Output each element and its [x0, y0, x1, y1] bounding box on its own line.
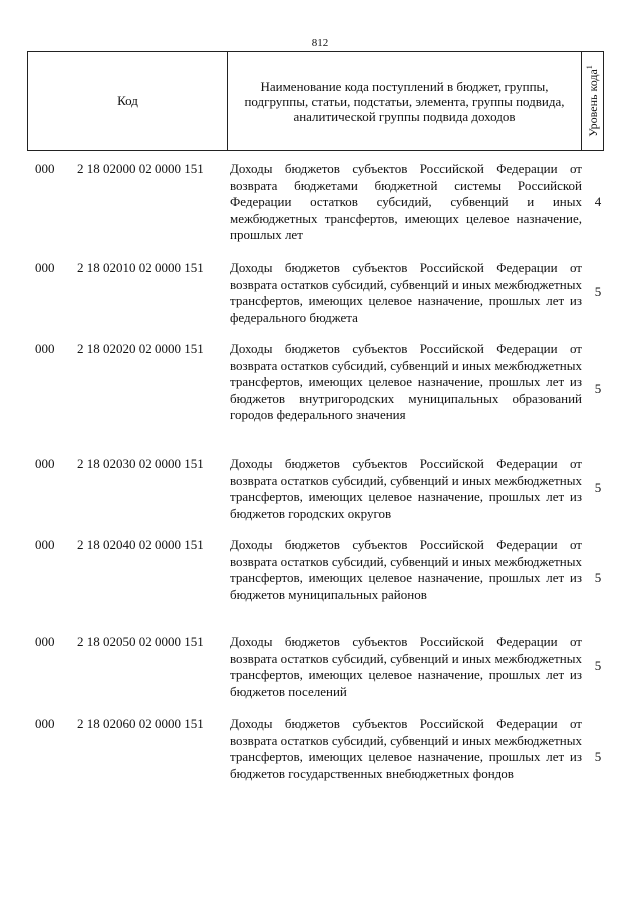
row-code: 2 18 02000 02 0000 151 — [77, 161, 204, 176]
row-code: 2 18 02030 02 0000 151 — [77, 456, 204, 471]
row-kbk: 000 — [35, 716, 55, 731]
row-level: 5 — [594, 570, 602, 585]
row-kbk: 000 — [35, 537, 55, 552]
row-code: 2 18 02010 02 0000 151 — [77, 260, 204, 275]
row-kbk: 000 — [35, 260, 55, 275]
header-name-label: Наименование кода поступлений в бюджет, группы, подгруппы, статьи, подстатьи, элемента, группы подвида, аналитической группы подвида доходов — [244, 78, 565, 124]
row-level: 5 — [594, 284, 602, 299]
header-level-footnote: 1 — [585, 65, 594, 70]
row-kbk: 000 — [35, 634, 55, 649]
header-level-label: Уровень кода — [586, 69, 600, 137]
row-level: 5 — [594, 749, 602, 764]
row-kbk: 000 — [35, 456, 55, 471]
page-number: 812 — [311, 37, 329, 49]
row-name: Доходы бюджетов субъектов Российской Федерации от возврата остатков субсидий, субвенций и иных межбюджетных трансфертов, имеющих целевое назначение, прошлых лет из бюджетов внутригородских муниципальных образований городов федерального значения — [230, 341, 582, 422]
header-code-cell — [28, 52, 228, 150]
row-level: 5 — [594, 480, 602, 495]
row-name: Доходы бюджетов субъектов Российской Федерации от возврата остатков субсидий, субвенций и иных межбюджетных трансфертов, имеющих целевое назначение, прошлых лет из бюджетов государственных внебюджетных фондов — [230, 716, 582, 781]
row-code: 2 18 02020 02 0000 151 — [77, 341, 204, 356]
header-level-rotated — [585, 65, 601, 137]
row-kbk: 000 — [35, 341, 55, 356]
row-level: 5 — [594, 381, 602, 396]
row-level: 4 — [594, 194, 602, 209]
row-kbk: 000 — [35, 161, 55, 176]
row-name: Доходы бюджетов субъектов Российской Федерации от возврата остатков субсидий, субвенций и иных межбюджетных трансфертов, имеющих целевое назначение, прошлых лет из бюджетов городских округов — [230, 456, 582, 521]
header-code-label: Код — [117, 93, 138, 108]
header-name-cell — [228, 52, 582, 150]
row-name: Доходы бюджетов субъектов Российской Федерации от возврата остатков субсидий, субвенций и иных межбюджетных трансфертов, имеющих целевое назначение, прошлых лет из бюджетов муниципальных районов — [230, 537, 582, 602]
row-code: 2 18 02040 02 0000 151 — [77, 537, 204, 552]
row-code: 2 18 02060 02 0000 151 — [77, 716, 204, 731]
table-header — [27, 51, 604, 151]
row-name: Доходы бюджетов субъектов Российской Федерации от возврата остатков субсидий, субвенций и иных межбюджетных трансфертов, имеющих целевое назначение, прошлых лет из федерального бюджета — [230, 260, 582, 325]
row-name: Доходы бюджетов субъектов Российской Федерации от возврата бюджетами бюджетной системы Российской Федерации остатков субсидий, субвенций и иных межбюджетных трансфертов, имеющих целевое назначение, прошлых лет — [230, 161, 582, 242]
row-code: 2 18 02050 02 0000 151 — [77, 634, 204, 649]
header-level-cell — [582, 52, 604, 150]
row-name: Доходы бюджетов субъектов Российской Федерации от возврата остатков субсидий, субвенций и иных межбюджетных трансфертов, имеющих целевое назначение, прошлых лет из бюджетов поселений — [230, 634, 582, 699]
row-level: 5 — [594, 658, 602, 673]
